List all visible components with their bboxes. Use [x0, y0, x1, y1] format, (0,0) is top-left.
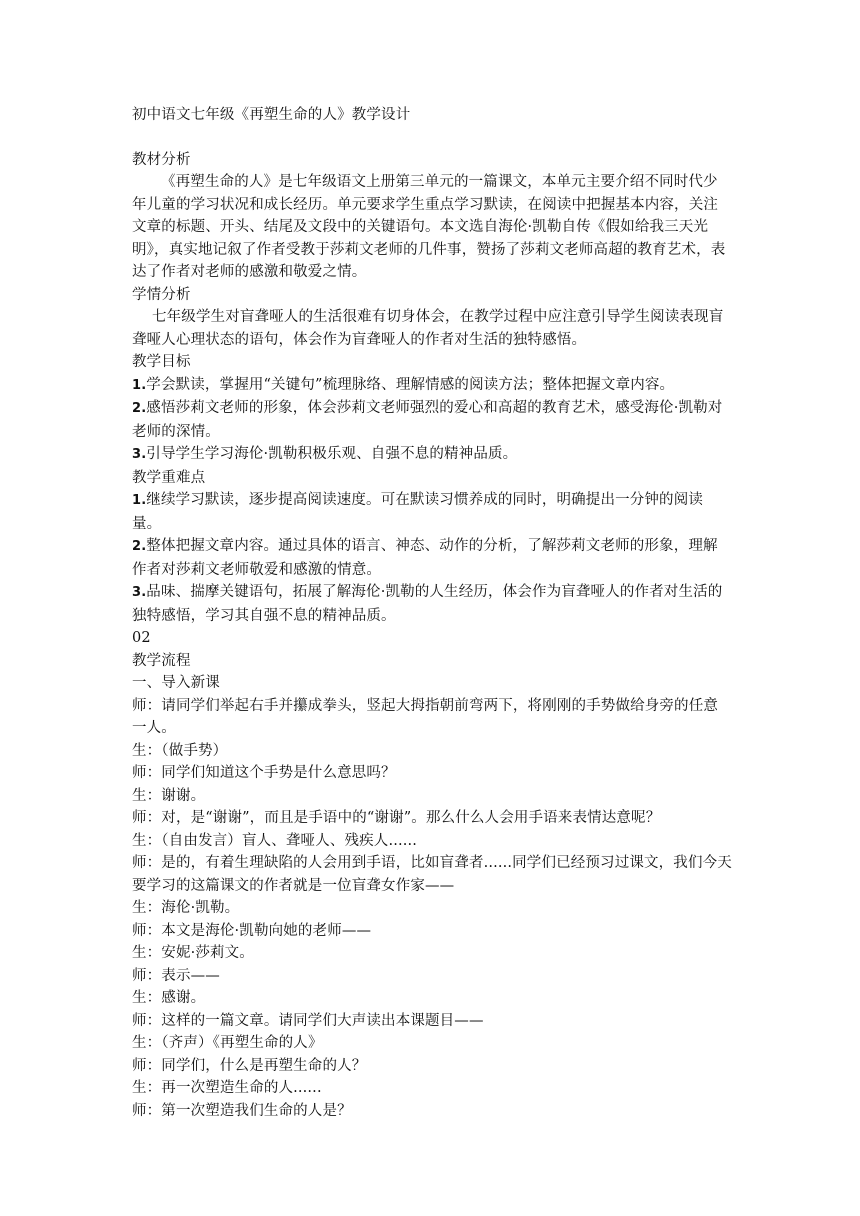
list-number: 1. — [132, 377, 147, 393]
dialog-line: 师：同学们知道这个手势是什么意思吗？ — [132, 765, 396, 781]
section-heading: 教学流程 — [132, 652, 191, 669]
list-number: 2. — [132, 401, 147, 416]
dialog-line: 师：对，是“谢谢”，而且是手语中的“谢谢”。那么什么人会用手语来表情达意呢？ — [132, 810, 661, 826]
dialog-line: 生：谢谢。 — [132, 787, 206, 804]
section-heading: 学情分析 — [132, 286, 191, 303]
dialog-line: 生：安妮·莎莉文。 — [132, 945, 254, 961]
list-text: 继续学习默读，逐步提高阅读速度。可在默读习惯养成的同时，明确提出一分钟的阅读量。 — [132, 492, 703, 532]
section-heading: 教学重难点 — [132, 469, 206, 486]
list-item — [132, 581, 732, 627]
dialog-line: 生：感谢。 — [132, 990, 206, 1006]
paragraph: 七年级学生对盲聋哑人的生活很难有切身体会，在教学过程中应注意引导学生阅读表现盲聋哑人心理状态的语句，体会作为盲聋哑人的作者对生活的独特感悟。 — [132, 309, 724, 348]
section-number: 02 — [132, 630, 151, 646]
list-item — [132, 489, 732, 535]
dialog-line: 生：再一次塑造生命的人...... — [132, 1080, 322, 1096]
section-heading: 教材分析 — [132, 151, 191, 168]
dialog-line: 师：本文是海伦·凯勒向她的老师—— — [132, 922, 372, 939]
dialog-line: 师：表示—— — [132, 967, 220, 984]
dialog-line: 生：（齐声）《再塑生命的人》 — [132, 1035, 323, 1051]
dialog-line: 生：（做手势） — [132, 742, 228, 759]
document-title: 初中语文七年级《再塑生命的人》教学设计 — [132, 107, 411, 123]
dialog-line: 师：请同学们举起右手并攥成拳头，竖起大拇指朝前弯两下，将刚刚的手势做给身旁的任意一人。 — [132, 697, 718, 736]
dialog-line: 师：是的，有着生理缺陷的人会用到手语，比如盲聋者......同学们已经预习过课文，我们今天要学习的这篇课文的作者就是一位盲聋女作家—— — [132, 855, 732, 894]
list-number: 2. — [132, 539, 147, 554]
list-item — [132, 535, 732, 581]
list-item — [132, 397, 732, 443]
list-item — [132, 443, 732, 467]
list-text: 感悟莎莉文老师的形象，体会莎莉文老师强烈的爱心和高超的教育艺术，感受海伦·凯勒对老师的深情。 — [132, 400, 723, 440]
dialog-line: 师：同学们，什么是再塑生命的人？ — [132, 1057, 367, 1074]
section-heading: 教学目标 — [132, 354, 191, 370]
list-number: 3. — [132, 447, 147, 462]
list-number: 1. — [132, 493, 147, 508]
paragraph: 《再塑生命的人》是七年级语文上册第三单元的一篇课文，本单元主要介绍不同时代少年儿童的学习状况和成长经历。单元要求学生重点学习默读，在阅读中把握基本内容，关注文章的标题、开头、结尾及文段中的关键语句。本文选自海伦·凯勒自传《假如给我三天光明》，真实地记叙了作者受教于莎莉文老师的几件事，赞扬了莎莉文老师高超的教育艺术，表达了作者对老师的感激和敬爱之情。 — [132, 174, 726, 280]
dialog-line: 生：（自由发言）盲人、聋哑人、残疾人...... — [132, 832, 418, 849]
dialog-line: 师：这样的一篇文章。请同学们大声读出本课题目—— — [132, 1012, 484, 1029]
dialog-line: 生：海伦·凯勒。 — [132, 900, 240, 916]
document-body — [132, 104, 732, 1122]
list-text: 整体把握文章内容。通过具体的语言、神态、动作的分析，了解莎莉文老师的形象，理解作者对莎莉文老师敬爱和感激的情意。 — [132, 538, 718, 578]
dialog-line: 师：第一次塑造我们生命的人是？ — [132, 1102, 352, 1119]
subsection-heading: 一、导入新课 — [132, 675, 220, 691]
list-text: 引导学生学习海伦·凯勒积极乐观、自强不息的精神品质。 — [146, 446, 518, 462]
list-text: 学会默读，掌握用“关键句”梳理脉络、理解情感的阅读方法；整体把握文章内容。 — [146, 376, 675, 393]
list-item — [132, 374, 732, 398]
list-text: 品味、揣摩关键语句，拓展了解海伦·凯勒的人生经历，体会作为盲聋哑人的作者对生活的独特感悟，学习其自强不息的精神品质。 — [132, 584, 723, 624]
list-number: 3. — [132, 585, 147, 600]
